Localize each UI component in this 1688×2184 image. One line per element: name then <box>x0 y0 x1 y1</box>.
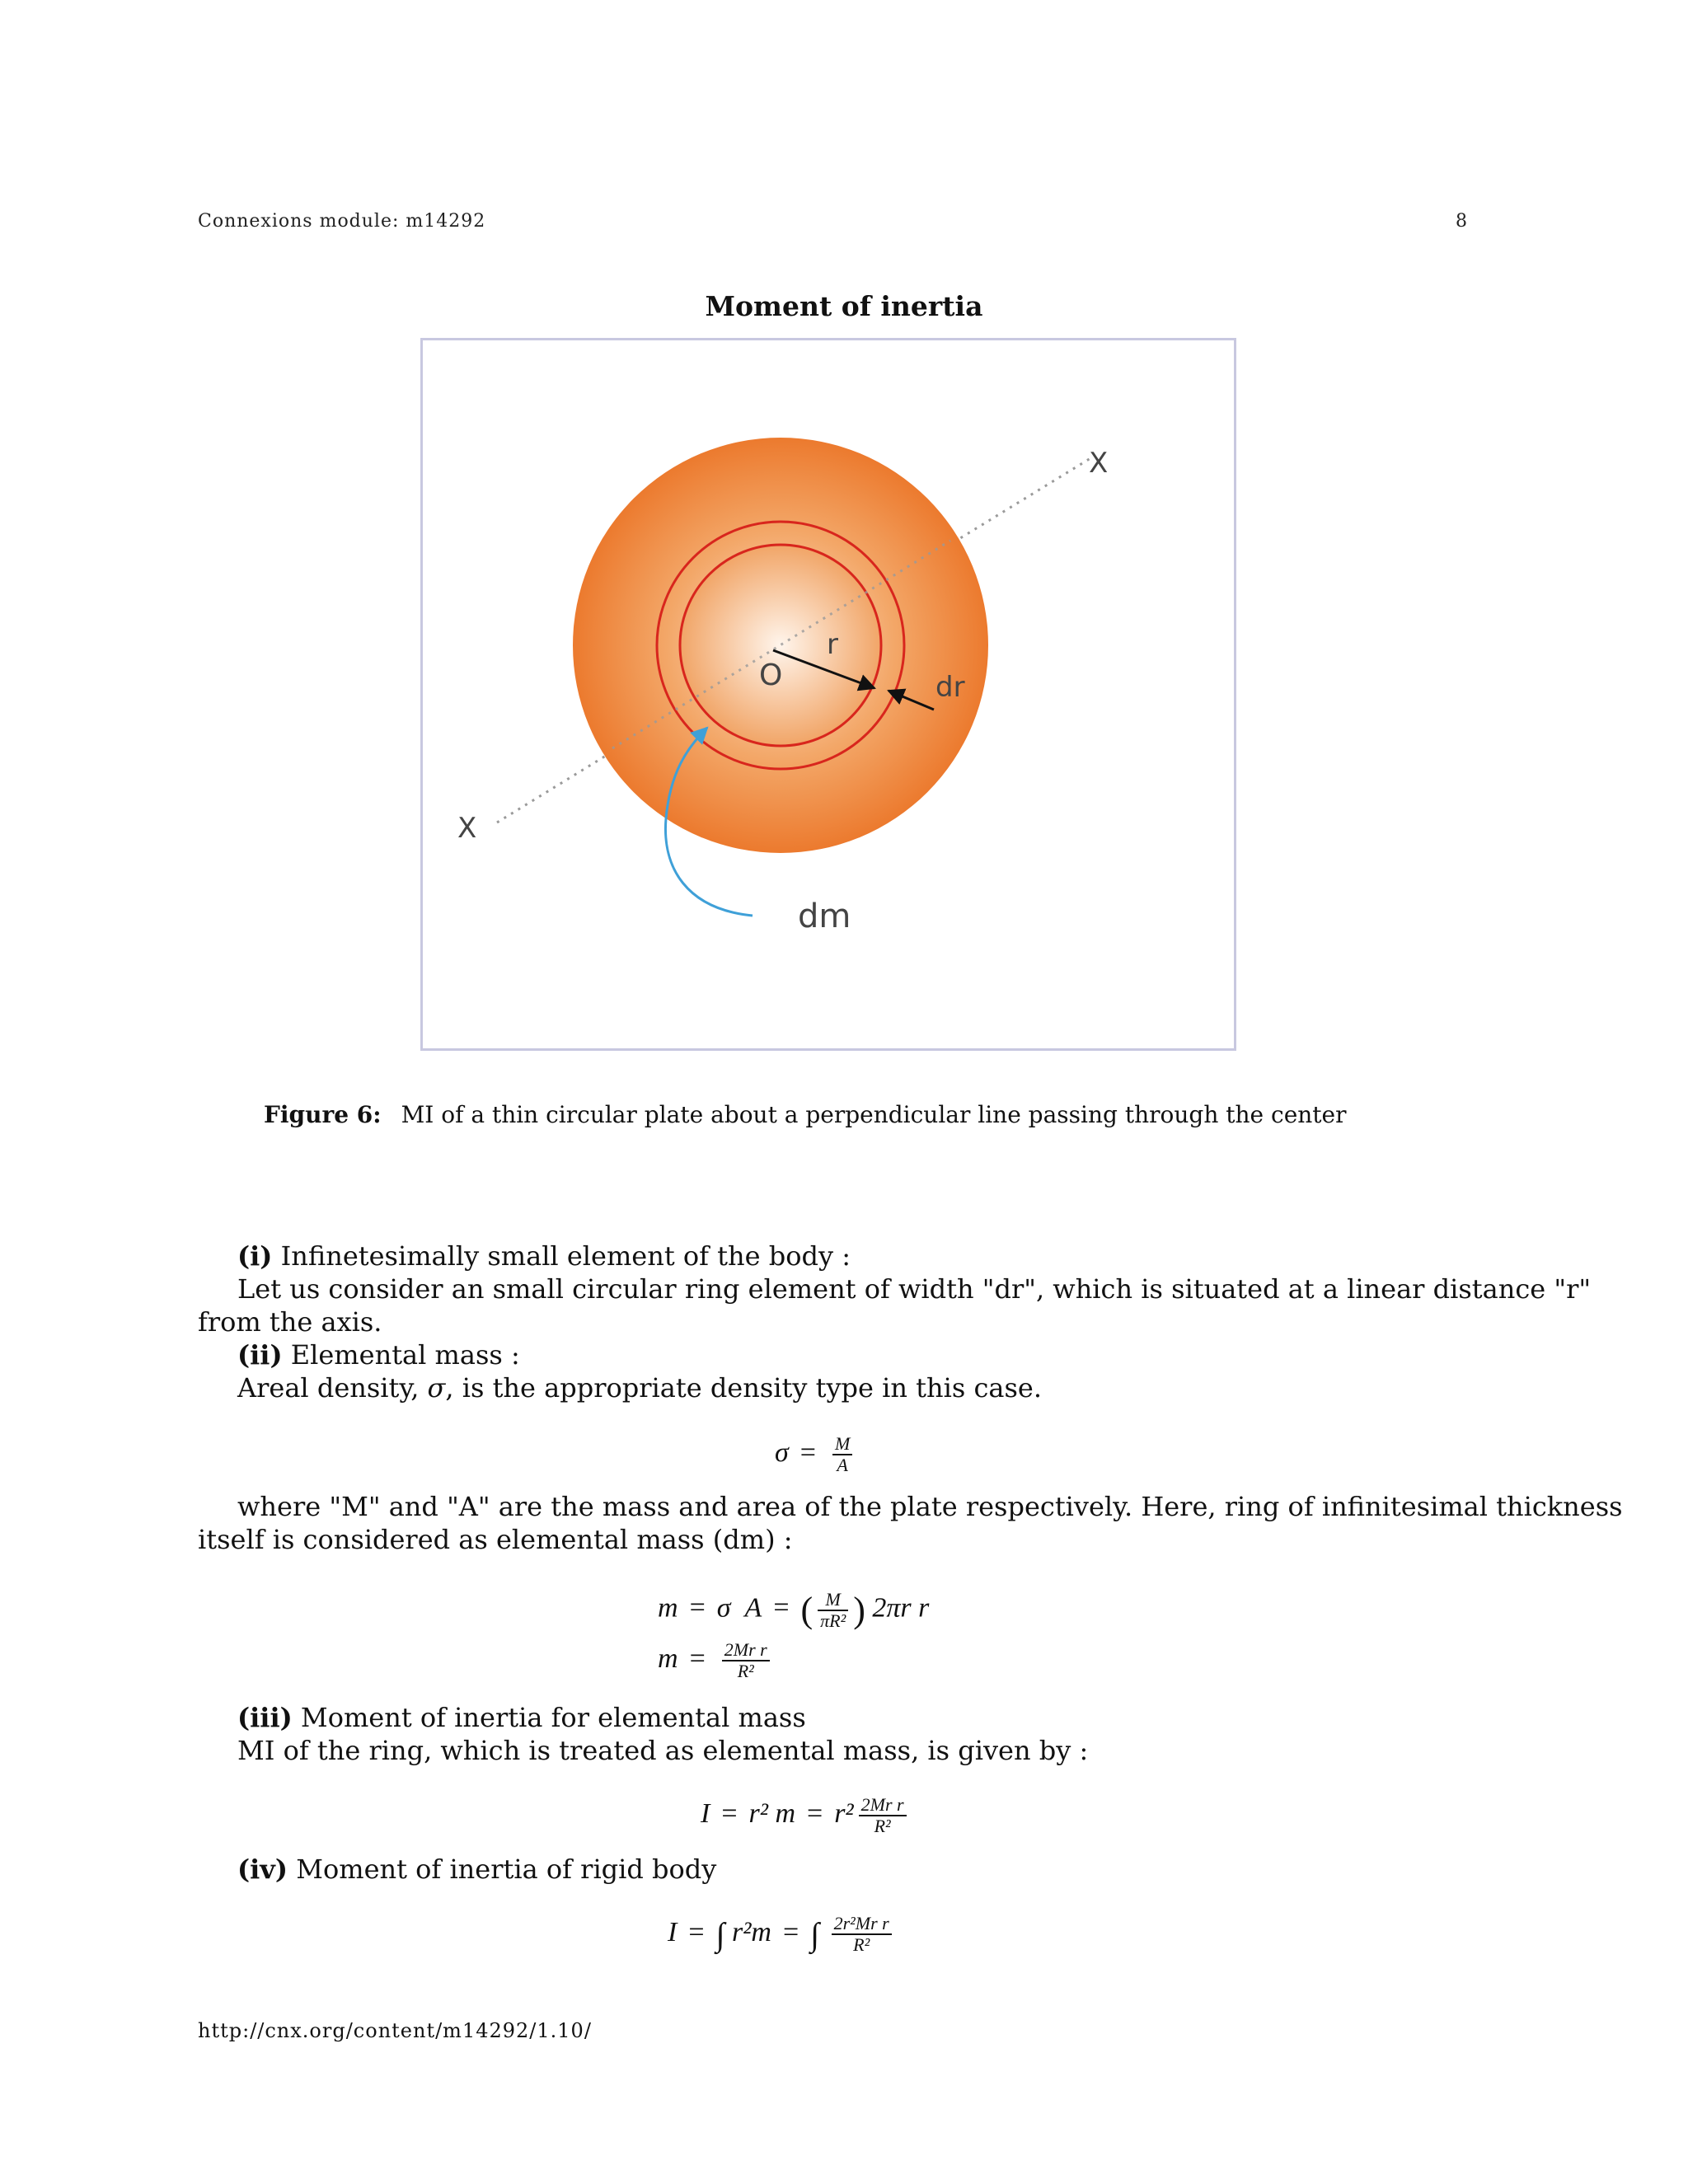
eq-sign: = <box>688 1916 705 1947</box>
figure-title: Moment of inertia <box>705 290 983 322</box>
ring-inner-edge <box>680 545 881 746</box>
text-run: , is the appropriate density type in this case. <box>445 1372 1042 1404</box>
eq-lhs: m <box>658 1592 678 1624</box>
section-ii-title: Elemental mass : <box>282 1339 520 1371</box>
equation-elemental-mass-1 <box>658 1589 929 1631</box>
eq-sign: = <box>689 1592 706 1624</box>
section-iii-label: (iii) <box>237 1702 293 1733</box>
paren-close: ) <box>853 1590 865 1630</box>
section-iii-heading <box>237 1701 806 1734</box>
page-number: 8 <box>1456 211 1468 232</box>
sigma-symbol: σ <box>427 1372 446 1404</box>
eq-term: r²m <box>731 1916 771 1947</box>
mass-label: dm <box>798 898 851 935</box>
section-ii-paragraph-2-line1: where "M" and "A" are the mass and area of the plate respectively. Here, ring of infinitesimal thickness <box>237 1491 1623 1522</box>
section-ii-label: (ii) <box>237 1339 283 1371</box>
fraction-numerator: 2r²Mr r <box>832 1914 892 1935</box>
section-ii-heading <box>237 1338 520 1371</box>
equation-rigid-body-mi <box>668 1914 897 1955</box>
section-ii-paragraph <box>237 1371 1042 1404</box>
fraction <box>722 1640 770 1681</box>
integral-sign: ∫ <box>810 1915 820 1953</box>
eq-lhs: m <box>658 1643 678 1674</box>
eq-term: r² <box>834 1797 854 1829</box>
eq-term: A <box>744 1592 762 1624</box>
eq-sign: = <box>799 1436 816 1468</box>
axis-label-top: X <box>1089 447 1109 480</box>
eq-lhs: I <box>701 1797 710 1829</box>
fraction <box>832 1914 892 1955</box>
fraction-denominator: R² <box>853 1934 870 1955</box>
eq-term: 2πr r <box>872 1592 930 1624</box>
section-iii-paragraph: MI of the ring, which is treated as elemental mass, is given by : <box>237 1735 1089 1766</box>
eq-sign: = <box>782 1916 799 1947</box>
eq-term: r² m <box>748 1797 795 1829</box>
fraction <box>859 1795 907 1836</box>
section-iv-label: (iv) <box>237 1854 288 1885</box>
eq-lhs: I <box>668 1916 678 1947</box>
center-label: O <box>759 658 783 692</box>
eq-sign: = <box>689 1643 706 1674</box>
axis-label-bottom: X <box>457 812 477 845</box>
section-i-paragraph-line1: Let us consider an small circular ring element of width "dr", which is situated at a linear distance "r" <box>237 1273 1592 1305</box>
eq-term: σ <box>716 1592 731 1624</box>
fraction <box>832 1434 852 1475</box>
section-i-heading <box>237 1240 851 1272</box>
fraction-numerator: M <box>818 1590 848 1611</box>
circular-plate-diagram <box>423 340 1234 1048</box>
fraction <box>818 1590 848 1631</box>
module-header: Connexions module: m14292 <box>198 211 486 232</box>
caption-label: Figure 6: <box>264 1101 382 1128</box>
text-run: Areal density, <box>237 1372 428 1404</box>
fraction-numerator: M <box>832 1434 852 1455</box>
width-label: dr <box>935 671 965 704</box>
figure-caption <box>264 1101 1347 1128</box>
caption-text: MI of a thin circular plate about a perpendicular line passing through the center <box>401 1101 1347 1128</box>
fraction-numerator: 2Mr r <box>722 1640 770 1661</box>
fraction-denominator: A <box>837 1455 848 1475</box>
footer-url[interactable]: http://cnx.org/content/m14292/1.10/ <box>198 2019 592 2042</box>
radius-label: r <box>827 628 838 661</box>
integral-sign: ∫ <box>715 1915 725 1953</box>
section-ii-paragraph-2-line2: itself is considered as elemental mass (dm) : <box>198 1524 793 1555</box>
paren-open: ( <box>800 1590 814 1630</box>
equation-ring-mi <box>701 1795 912 1836</box>
section-i-title: Infinetesimally small element of the body : <box>272 1240 851 1272</box>
figure-frame <box>420 338 1236 1051</box>
eq-lhs: σ <box>775 1436 789 1468</box>
eq-sign: = <box>721 1797 738 1829</box>
fraction-denominator: R² <box>737 1661 754 1681</box>
section-iii-title: Moment of inertia for elemental mass <box>292 1702 806 1733</box>
fraction-denominator: πR² <box>820 1610 846 1631</box>
eq-sign: = <box>807 1797 823 1829</box>
equation-density <box>775 1434 857 1475</box>
section-i-paragraph-line2: from the axis. <box>198 1306 382 1338</box>
equation-elemental-mass-2 <box>658 1640 775 1681</box>
section-iv-heading <box>237 1853 716 1886</box>
fraction-numerator: 2Mr r <box>859 1795 907 1816</box>
section-iv-title: Moment of inertia of rigid body <box>288 1854 717 1885</box>
eq-sign: = <box>773 1592 790 1624</box>
section-i-label: (i) <box>237 1240 273 1272</box>
fraction-denominator: R² <box>874 1816 891 1836</box>
